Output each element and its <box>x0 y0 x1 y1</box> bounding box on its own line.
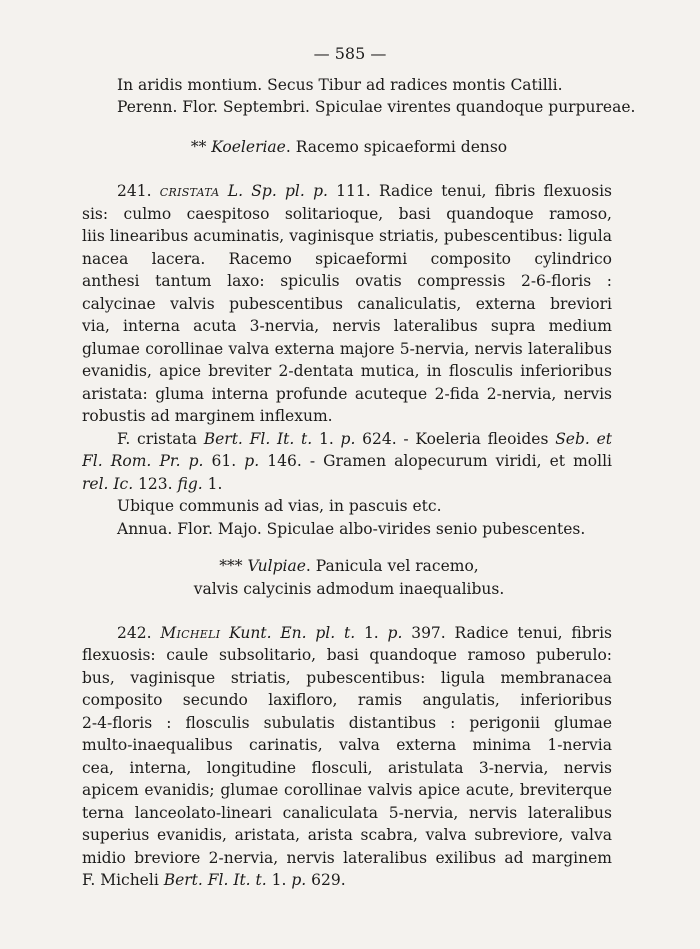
text-segment <box>220 624 229 642</box>
text-segment: F. cristata <box>117 430 204 448</box>
text-line <box>117 519 585 539</box>
text-segment: cea, interna, longitudine flosculi, aristulata 3-nervia, nervis <box>82 759 612 777</box>
text-line <box>82 870 346 890</box>
text-segment: 61. <box>203 452 245 470</box>
text-segment: robustis ad marginem inflexum. <box>82 407 333 425</box>
text-line <box>82 384 612 404</box>
text-line <box>82 848 612 868</box>
text-segment: Perenn. Flor. Septembri. Spiculae virentes quandoque purpureae. <box>117 98 636 116</box>
text-line <box>82 451 612 471</box>
text-segment: 1. <box>312 430 341 448</box>
species-name: Micheli <box>160 624 221 642</box>
text-segment: 397. Radice tenui, fibris <box>411 624 612 642</box>
text-segment: F. Micheli <box>82 871 164 889</box>
text-line <box>82 668 612 688</box>
text-line <box>82 406 333 426</box>
italic-text: p. <box>291 871 307 889</box>
text-line <box>69 137 629 157</box>
text-segment: composito secundo laxifloro, ramis angulatis, inferioribus <box>82 691 612 709</box>
italic-text: p. <box>387 624 403 642</box>
text-segment: 111. Radice tenui, fibris flexuosis <box>336 182 612 200</box>
text-line <box>69 579 629 599</box>
text-line <box>117 97 635 117</box>
italic-text: fig. <box>177 475 203 493</box>
text-line <box>82 361 612 381</box>
text-segment: glumae corollinae valva externa majore 5-nervia, nervis lateralibus <box>82 340 612 358</box>
text-line <box>69 556 629 576</box>
text-segment: multo-inaequalibus carinatis, valva externa minima 1-nervia <box>82 736 612 754</box>
text-line <box>117 623 612 643</box>
text-line <box>82 690 612 710</box>
text-line <box>82 204 612 224</box>
text-segment: midio breviore 2-nervia, nervis lateralibus exilibus ad marginem <box>82 849 612 867</box>
text-segment: 1. <box>202 475 223 493</box>
text-segment: *** <box>219 557 248 575</box>
text-segment <box>220 182 228 200</box>
text-segment: Ubique communis ad vias, in pascuis etc. <box>117 497 442 515</box>
text-segment: calycinae valvis pubescentibus canaliculatis, externa breviori <box>82 295 612 313</box>
text-line <box>82 645 612 665</box>
italic-text: rel. Ic. <box>82 475 134 493</box>
text-line <box>82 294 612 314</box>
species-name: cristata <box>159 182 220 200</box>
text-line <box>117 429 612 449</box>
text-line <box>82 735 612 755</box>
text-segment: 629. <box>306 871 346 889</box>
text-line <box>82 780 612 800</box>
text-line <box>82 316 612 336</box>
text-segment: 123. <box>133 475 178 493</box>
text-segment: 2-4-floris : flosculis subulatis distantibus : perigonii glumae <box>82 714 612 732</box>
text-line <box>82 803 612 823</box>
text-line <box>82 825 612 845</box>
text-segment: evanidis, apice breviter 2-dentata mutica, in flosculis inferioribus <box>82 362 612 380</box>
italic-text: Fl. Rom. Pr. p. <box>82 452 204 470</box>
text-segment: bus, vaginisque striatis, pubescentibus: ligula membranacea <box>82 669 612 687</box>
text-segment: apicem evanidis; glumae corollinae valvis apice acute, breviterque <box>82 781 612 799</box>
text-line <box>82 249 612 269</box>
text-line <box>117 496 442 516</box>
text-segment: 242. <box>117 624 161 642</box>
text-line <box>82 758 612 778</box>
text-segment: sis: culmo caespitoso solitarioque, basi quandoque ramoso, <box>82 205 612 223</box>
italic-text: Bert. Fl. It. t. <box>163 871 267 889</box>
text-line <box>82 474 222 494</box>
text-line <box>82 713 612 733</box>
text-segment: ** <box>190 138 212 156</box>
text-segment: valvis calycinis admodum inaequalibus. <box>193 580 505 598</box>
italic-text: Koeleriae <box>211 138 286 156</box>
text-segment: anthesi tantum laxo: spiculis ovatis compressis 2-6-floris : <box>82 272 612 290</box>
text-segment: aristata: gluma interna profunde acuteque 2-fida 2-nervia, nervis <box>82 385 612 403</box>
text-segment: flexuosis: caule subsolitario, basi quandoque ramoso puberulo: <box>82 646 612 664</box>
italic-text: p. <box>340 430 356 448</box>
text-segment: In aridis montium. Secus Tibur ad radices montis Catilli. <box>117 76 563 94</box>
italic-text: Bert. Fl. It. t. <box>203 430 313 448</box>
text-line <box>82 339 612 359</box>
text-segment: 1. <box>266 871 292 889</box>
text-segment: nacea lacera. Racemo spicaeformi composito cylindrico <box>82 250 612 268</box>
text-segment: superius evanidis, aristata, arista scabra, valva subreviore, valva <box>82 826 612 844</box>
italic-text: p. <box>244 452 260 470</box>
text-line <box>82 271 612 291</box>
page-number: — 585 — <box>313 44 387 63</box>
italic-text: Kunt. En. pl. t. <box>229 624 356 642</box>
text-line <box>117 181 612 201</box>
text-segment: via, interna acuta 3-nervia, nervis lateralibus supra medium <box>82 317 612 335</box>
text-segment: terna lanceolato-lineari canaliculata 5-nervia, nervis lateralibus <box>82 804 612 822</box>
text-segment: liis linearibus acuminatis, vaginisque striatis, pubescentibus: ligula <box>82 227 612 245</box>
text-line <box>82 226 612 246</box>
italic-text: Seb. et <box>555 430 612 448</box>
text-segment: 241. <box>117 182 160 200</box>
text-segment: 146. - Gramen alopecurum viridi, et molli <box>267 452 612 470</box>
text-segment: 624. - Koeleria fleoides <box>355 430 556 448</box>
text-segment: . Racemo spicaeformi denso <box>285 138 508 156</box>
italic-text: Vulpiae <box>247 557 306 575</box>
text-segment: Annua. Flor. Majo. Spiculae albo-virides senio pubescentes. <box>117 520 586 538</box>
text-segment: . Panicula vel racemo, <box>305 557 479 575</box>
text-line <box>117 75 563 95</box>
italic-text: L. Sp. pl. p. <box>227 182 328 200</box>
text-segment: 1. <box>355 624 388 642</box>
